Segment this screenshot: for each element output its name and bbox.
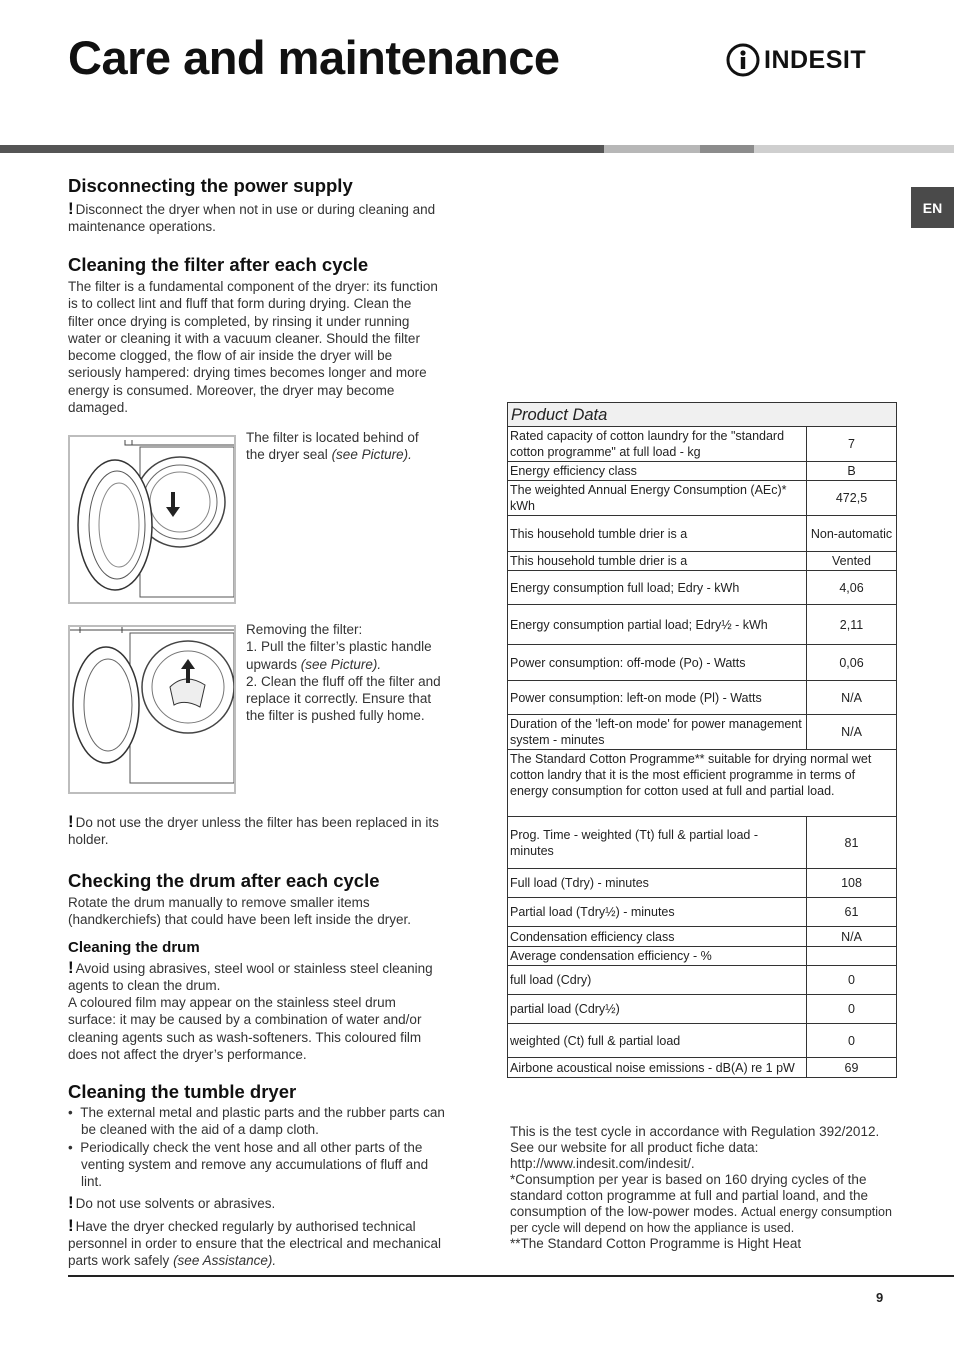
warning-text: Disconnect the dryer when not in use or during cleaning and maintenance operations. <box>68 202 436 235</box>
table-row <box>508 605 897 645</box>
table-cell-value: N/A <box>807 681 897 715</box>
table-row <box>508 947 897 966</box>
filter-location-picture <box>68 435 236 604</box>
table-heading: Product Data <box>508 403 897 427</box>
header-divider-segment <box>604 145 700 153</box>
table-row <box>508 750 897 817</box>
page-title: Care and maintenance <box>68 31 560 84</box>
footnote <box>510 1124 895 1252</box>
table-row <box>508 927 897 947</box>
section-tumble: Cleaning the tumble dryer • The external metal and plastic parts and the rubber parts can be cleaned with the aid of a damp cloth. • Periodically check the vent hose and all other parts of the venting system and remove any accumulations of fluff and lint. ! Do not use solvents or abrasives. ! Have the dryer checked regularly by authorised technical personnel in order to ensure that the electrical and mechanical parts work safely (see Assistance). <box>68 1081 445 1269</box>
table-row <box>508 715 897 750</box>
website-link[interactable]: http://www.indesit.com/indesit/. <box>510 1156 695 1171</box>
brand-logo <box>726 40 866 80</box>
table-cell-label: partial load (Cdry½) <box>508 995 807 1024</box>
section-heading: Cleaning the filter after each cycle <box>68 254 369 275</box>
table-cell-value: 0 <box>807 1024 897 1058</box>
table-row <box>508 645 897 681</box>
warning-icon: ! <box>68 957 74 977</box>
table-row <box>508 462 897 481</box>
table-cell-label: Energy consumption partial load; Edry½ - kWh <box>508 605 807 645</box>
table-cell-value: 4,06 <box>807 571 897 605</box>
table-row <box>508 1058 897 1078</box>
table-cell-value: 61 <box>807 898 897 927</box>
table-cell-label: weighted (Ct) full & partial load <box>508 1024 807 1058</box>
table-row <box>508 427 897 462</box>
removal-step-1: 1. Pull the filter’s plastic handle upwards <box>246 639 432 672</box>
header-divider-segment <box>700 145 754 153</box>
indesit-logo-icon <box>726 43 760 77</box>
table-cell-label: This household tumble drier is a <box>508 552 807 571</box>
table-cell-value: 0 <box>807 995 897 1024</box>
warning-icon: ! <box>68 1215 74 1235</box>
table-row <box>508 817 897 869</box>
dryer-door-illustration <box>70 437 234 602</box>
table-cell-label: Airbone acoustical noise emissions - dB(A) re 1 pW <box>508 1058 807 1078</box>
filter-warning <box>68 813 442 849</box>
table-cell-label: Power consumption: off-mode (Po) - Watts <box>508 645 807 681</box>
warning-text: Do not use solvents or abrasives. <box>75 1196 276 1212</box>
table-row <box>508 898 897 927</box>
table-cell-label: Condensation efficiency class <box>508 927 807 947</box>
table-cell-value: B <box>807 462 897 481</box>
table-row <box>508 966 897 995</box>
table-cell-value: 2,11 <box>807 605 897 645</box>
caption-text: The filter is located behind of the dryer seal <box>246 430 419 463</box>
footer-divider <box>68 1275 954 1277</box>
table-cell-note: The Standard Cotton Programme** suitable for drying normal wet cotton landry that it is the most efficient programme in terms of energy consumption for cotton used at full and partial load. <box>508 750 897 817</box>
removal-intro: Removing the filter: <box>246 622 363 637</box>
table-cell-label: Power consumption: left-on mode (Pl) - Watts <box>508 681 807 715</box>
header-divider-segment <box>754 145 954 153</box>
table-row <box>508 552 897 571</box>
table-cell-value <box>807 947 897 966</box>
picture-reference: (see Picture). <box>331 447 412 463</box>
footnote-line: This is the test cycle in accordance with Regulation 392/2012. <box>510 1124 880 1139</box>
table-cell-value: 0 <box>807 966 897 995</box>
section-heading: Cleaning the tumble dryer <box>68 1081 297 1102</box>
table-cell-value: 108 <box>807 869 897 898</box>
footnote-small: Actual energy consumption per cycle will depend on how the appliance is used. <box>510 1205 892 1235</box>
table-cell-value: 472,5 <box>807 481 897 516</box>
table-row <box>508 481 897 516</box>
page-number: 9 <box>876 1290 884 1305</box>
drum-body-2: A coloured film may appear on the stainless steel drum surface: it may be caused by a combination of water and/or cleaning agents such as wash-softeners. This coloured film does not affect the dryer’s performance. <box>68 995 422 1063</box>
footnote-line: *Consumption per year is based on 160 drying cycles of the standard cotton programme at full and partial loand, and the consumption of the low-power modes. <box>510 1172 868 1219</box>
section-filter <box>68 254 440 416</box>
product-data-table-wrap <box>507 402 897 1078</box>
figure1-caption <box>246 429 441 464</box>
footnote-line: See our website for all product fiche data: <box>510 1140 759 1155</box>
section-heading: Disconnecting the power supply <box>68 175 353 196</box>
removal-step-2: 2. Clean the fluff off the filter and replace it correctly. Ensure that the filter is pushed fully home. <box>246 673 441 724</box>
table-cell-value: 69 <box>807 1058 897 1078</box>
picture-reference: (see Picture). <box>300 656 382 672</box>
drum-body: Rotate the drum manually to remove smaller items (handkerchiefs) that could have been left inside the dryer. <box>68 895 411 928</box>
table-cell-label: Average condensation efficiency - % <box>508 947 807 966</box>
table-cell-label: This household tumble drier is a <box>508 516 807 552</box>
footnote-line: **The Standard Cotton Programme is Hight Heat <box>510 1236 802 1251</box>
table-cell-value: Non-automatic <box>807 516 897 552</box>
table-cell-label: Duration of the 'left-on mode' for power management system - minutes <box>508 715 807 750</box>
table-cell-label: full load (Cdry) <box>508 966 807 995</box>
table-row <box>508 1024 897 1058</box>
language-tab[interactable]: EN <box>911 187 954 228</box>
section-power <box>68 175 446 236</box>
bullet-item: Periodically check the vent hose and all other parts of the venting system and remove any accumulations of fluff and lint. <box>80 1139 429 1190</box>
warning-icon: ! <box>68 812 74 831</box>
table-cell-label: Rated capacity of cotton laundry for the "standard cotton programme" at full load - kg <box>508 427 807 462</box>
table-cell-value: 0,06 <box>807 645 897 681</box>
warning-text: Do not use the dryer unless the filter has been replaced in its holder. <box>68 815 439 848</box>
assistance-reference: (see Assistance). <box>173 1253 277 1269</box>
table-cell-label: Energy efficiency class <box>508 462 807 481</box>
table-cell-value: 7 <box>807 427 897 462</box>
table-cell-value: N/A <box>807 715 897 750</box>
product-data-table <box>507 402 897 1078</box>
table-cell-label: Partial load (Tdry½) - minutes <box>508 898 807 927</box>
table-cell-label: Full load (Tdry) - minutes <box>508 869 807 898</box>
table-cell-label: Prog. Time - weighted (Tt) full & partial load - minutes <box>508 817 807 869</box>
table-row <box>508 995 897 1024</box>
section-drum <box>68 870 446 1063</box>
warning-text: Have the dryer checked regularly by authorised technical personnel in order to ensure that the electrical and mechanical parts work safely <box>68 1218 441 1269</box>
table-row <box>508 571 897 605</box>
warning-text: Avoid using abrasives, steel wool or stainless steel cleaning agents to clean the drum. <box>68 960 433 993</box>
table-cell-label: Energy consumption full load; Edry - kWh <box>508 571 807 605</box>
section-heading: Checking the drum after each cycle <box>68 870 380 891</box>
table-row <box>508 869 897 898</box>
table-row <box>508 516 897 552</box>
table-row <box>508 681 897 715</box>
header-divider <box>0 145 604 153</box>
table-cell-label: The weighted Annual Energy Consumption (AEc)* kWh <box>508 481 807 516</box>
warning-icon: ! <box>68 199 74 218</box>
filter-removal-illustration <box>70 627 234 792</box>
warning-icon: ! <box>68 1193 74 1213</box>
figure2-caption <box>246 621 441 725</box>
subsection-heading: Cleaning the drum <box>68 938 200 956</box>
table-cell-value: N/A <box>807 927 897 947</box>
bullet-item: The external metal and plastic parts and the rubber parts can be cleaned with the aid of a damp cloth. <box>80 1105 445 1138</box>
table-cell-value: Vented <box>807 552 897 571</box>
table-cell-value: 81 <box>807 817 897 869</box>
brand-name: INDESIT <box>764 45 867 74</box>
filter-body: The filter is a fundamental component of the dryer: its function is to collect lint and fluff that form during drying. Clean the filter once drying is completed, by rinsing it under running water or cleaning it with a vacuum cleaner. Should the filter become clogged, the flow of air inside the dryer will be seriously hampered: drying times becomes longer and more energy is consumed. Moreover, the dryer may become damaged. <box>68 279 438 416</box>
filter-removal-picture <box>68 625 236 794</box>
